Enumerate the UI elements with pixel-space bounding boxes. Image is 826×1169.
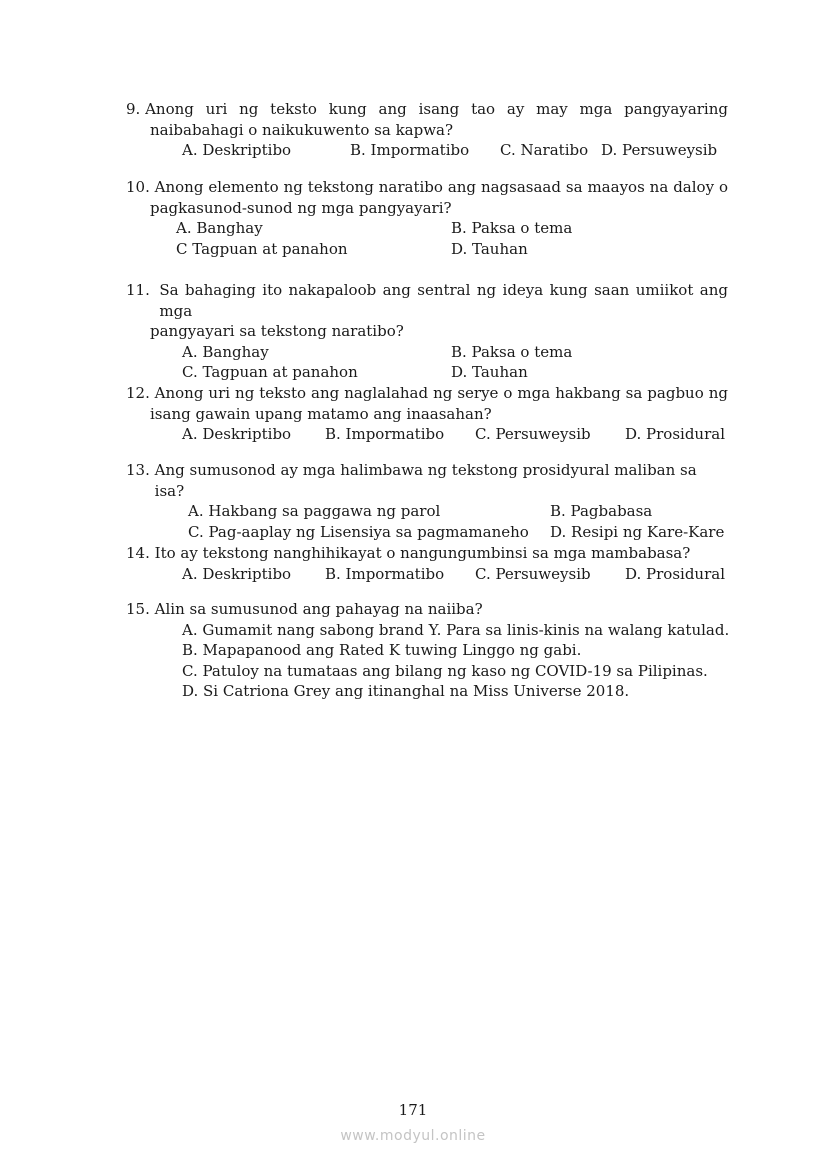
option-a: A. Banghay — [176, 219, 263, 237]
option-c: C Tagpuan at panahon — [176, 239, 348, 258]
options-row — [126, 501, 728, 522]
option-d: D. Resipi ng Kare-Kare — [550, 522, 725, 541]
option-d: D. Si Catriona Grey ang itinanghal na Miss Universe 2018. — [182, 682, 630, 700]
option-c: C. Persuweysib — [475, 425, 591, 443]
question-stem — [126, 460, 728, 501]
question-15 — [126, 599, 728, 702]
option-c: C. Persuweysib — [475, 564, 591, 583]
option-c: C. Naratibo — [500, 141, 589, 159]
option-a: A. Deskriptibo — [182, 564, 292, 583]
question-number: 10. — [126, 178, 150, 196]
option-c: C. Patuloy na tumataas ang bilang ng kaso ng COVID-19 sa Pilipinas. — [182, 661, 708, 680]
options-row — [126, 239, 728, 260]
option-b: B. Impormatibo — [350, 141, 470, 159]
option-d: D. Prosidural — [625, 425, 725, 443]
options-row — [126, 342, 728, 363]
options-row — [126, 424, 728, 445]
question-13 — [126, 460, 728, 542]
question-text: Anong uri ng teksto ang naglalahad ng serye o mga hakbang sa pagbuo ng — [154, 384, 728, 402]
option-b: B. Impormatibo — [325, 564, 445, 583]
question-14 — [126, 543, 728, 584]
question-10 — [126, 177, 728, 259]
question-number: 15. — [126, 600, 150, 618]
option-c: C. Pag-aaplay ng Lisensiya sa pagmamaneho — [188, 522, 529, 541]
question-stem — [126, 543, 728, 564]
options-row — [126, 522, 728, 543]
options-row — [126, 140, 728, 161]
option-b: B. Pagbabasa — [550, 502, 653, 520]
question-text: Ang sumusonod ay mga halimbawa ng tekstong prosidyural maliban sa isa? — [154, 461, 697, 500]
option-c: C. Tagpuan at panahon — [182, 363, 358, 381]
option-b: B. Mapapanood ang Rated K tuwing Linggo ng gabi. — [182, 641, 582, 659]
option-b: B. Paksa o tema — [451, 342, 573, 361]
option-b: B. Impormatibo — [325, 425, 445, 443]
option-a: A. Deskriptibo — [182, 141, 292, 159]
options-row — [126, 218, 728, 239]
question-text: Sa bahaging ito nakapaloob ang sentral ng ideya kung saan umiikot ang mga — [159, 281, 728, 320]
option-a: A. Hakbang sa paggawa ng parol — [188, 502, 441, 520]
question-12 — [126, 383, 728, 445]
option-d: D. Tauhan — [451, 363, 528, 381]
question-text: Anong elemento ng tekstong naratibo ang nagsasaad sa maayos na daloy o — [154, 178, 728, 196]
question-text-continued: pangyayari sa tekstong naratibo? — [150, 322, 404, 340]
watermark: www.modyul.online — [340, 1128, 486, 1144]
option-b: B. Paksa o tema — [451, 219, 573, 237]
question-11 — [126, 280, 728, 383]
page-number: 171 — [398, 1101, 428, 1119]
question-text: Alin sa sumusunod ang pahayag na naiiba? — [154, 600, 483, 618]
question-stem — [126, 99, 728, 120]
question-text: Anong uri ng teksto kung ang isang tao ay may mga pangyayaring — [145, 100, 728, 118]
option-d: D. Prosidural — [625, 564, 725, 583]
question-text-continued: isang gawain upang matamo ang inaasahan? — [150, 404, 492, 423]
option-a: A. Banghay — [182, 342, 269, 361]
option-a: A. Gumamit nang sabong brand Y. Para sa linis-kinis na walang katulad. — [182, 620, 730, 639]
question-stem — [126, 599, 728, 620]
question-text-continued: naibabahagi o naikukuwento sa kapwa? — [150, 120, 454, 139]
option-d: D. Tauhan — [451, 239, 528, 258]
question-number: 9. — [126, 100, 141, 118]
options-row — [126, 564, 728, 585]
question-stem — [126, 383, 728, 404]
option-d: D. Persuweysib — [601, 141, 718, 159]
question-number: 13. — [126, 461, 150, 479]
question-number: 11. — [126, 281, 150, 299]
option-a: A. Deskriptibo — [182, 425, 292, 443]
options-list — [126, 620, 728, 702]
question-number: 14. — [126, 544, 150, 562]
question-text: Ito ay tekstong nanghihikayat o nangungumbinsi sa mga mambabasa? — [154, 544, 691, 562]
question-9 — [126, 99, 728, 161]
question-number: 12. — [126, 384, 150, 402]
question-stem — [126, 177, 728, 198]
question-stem — [126, 280, 728, 321]
question-text-continued: pagkasunod-sunod ng mga pangyayari? — [150, 198, 452, 217]
options-row — [126, 362, 728, 383]
